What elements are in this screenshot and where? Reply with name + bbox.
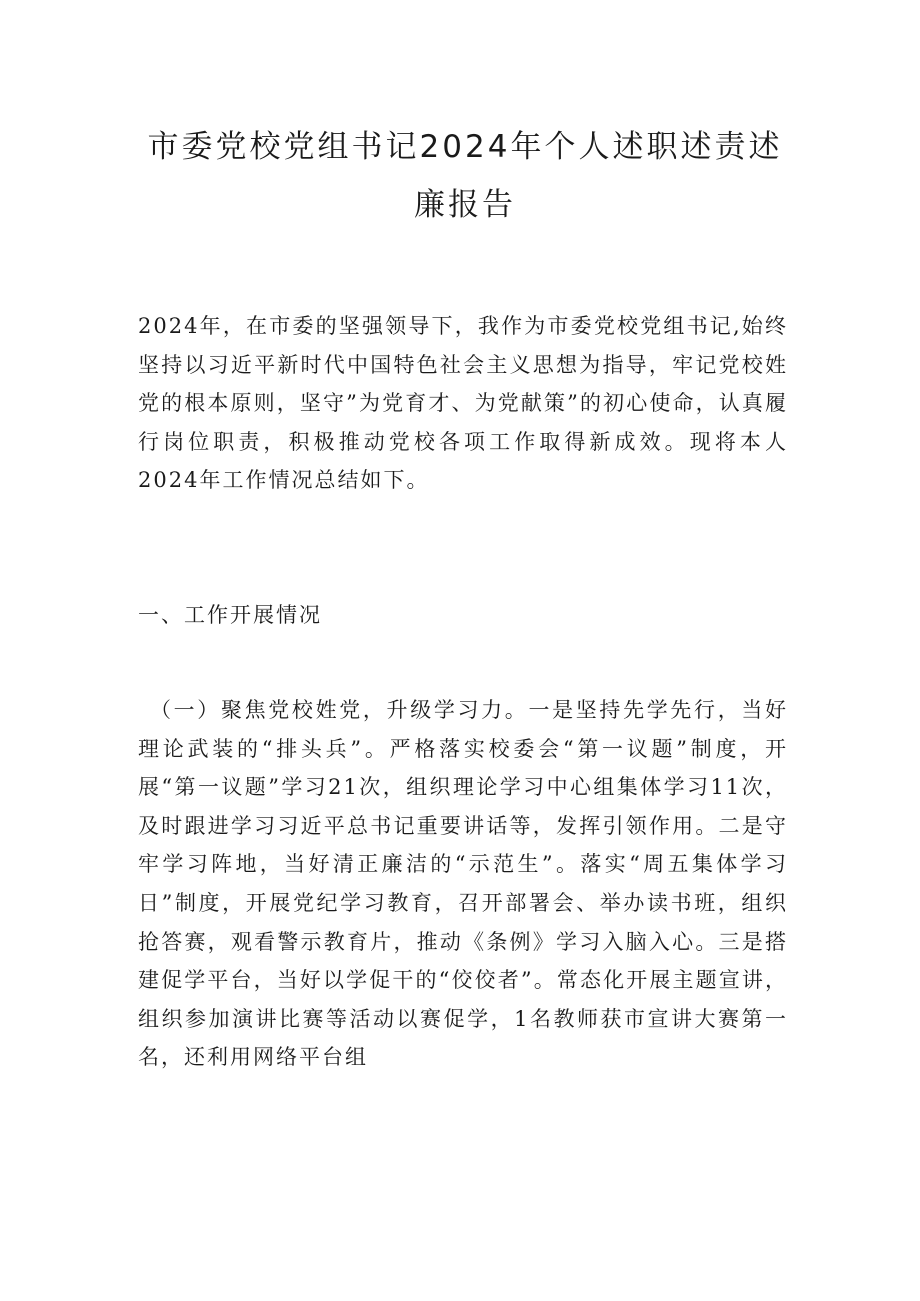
- title-line-2: 廉报告: [414, 187, 516, 223]
- body-paragraph: （一）聚焦党校姓党，升级学习力。一是坚持先学先行，当好理论武装的“排头兵”。严格落实校委会“第一议题”制度，开展“第一议题”学习21次，组织理论学习中心组集体学习11次，及时跟进学习习近平总书记重要讲话等，发挥引领作用。二是守牢学习阵地，当好清正廉洁的“示范生”。落实“周五集体学习日”制度，开展党纪学习教育，召开部署会、举办读书班，组织抢答赛，观看警示教育片，推动《条例》学习入脑入心。三是搭建促学平台，当好以学促干的“佼佼者”。常态化开展主题宣讲，组织参加演讲比赛等活动以赛促学，1名教师获市宣讲大赛第一名，还利用网络平台组: [138, 698, 788, 1070]
- intro-paragraph: 2024年，在市委的坚强领导下，我作为市委党校党组书记,始终坚持以习近平新时代中国特色社会主义思想为指导，牢记党校姓党的根本原则，坚守”为党育才、为党献策”的初心使命，认真履行岗位职责，积极推动党校各项工作取得新成效。现将本人2024年工作情况总结如下。: [138, 314, 788, 493]
- section-heading: 一、工作开展情况: [138, 603, 322, 627]
- document-title: [120, 118, 810, 234]
- title-line-1: 市委党校党组书记2024年个人述职述责述: [147, 129, 783, 165]
